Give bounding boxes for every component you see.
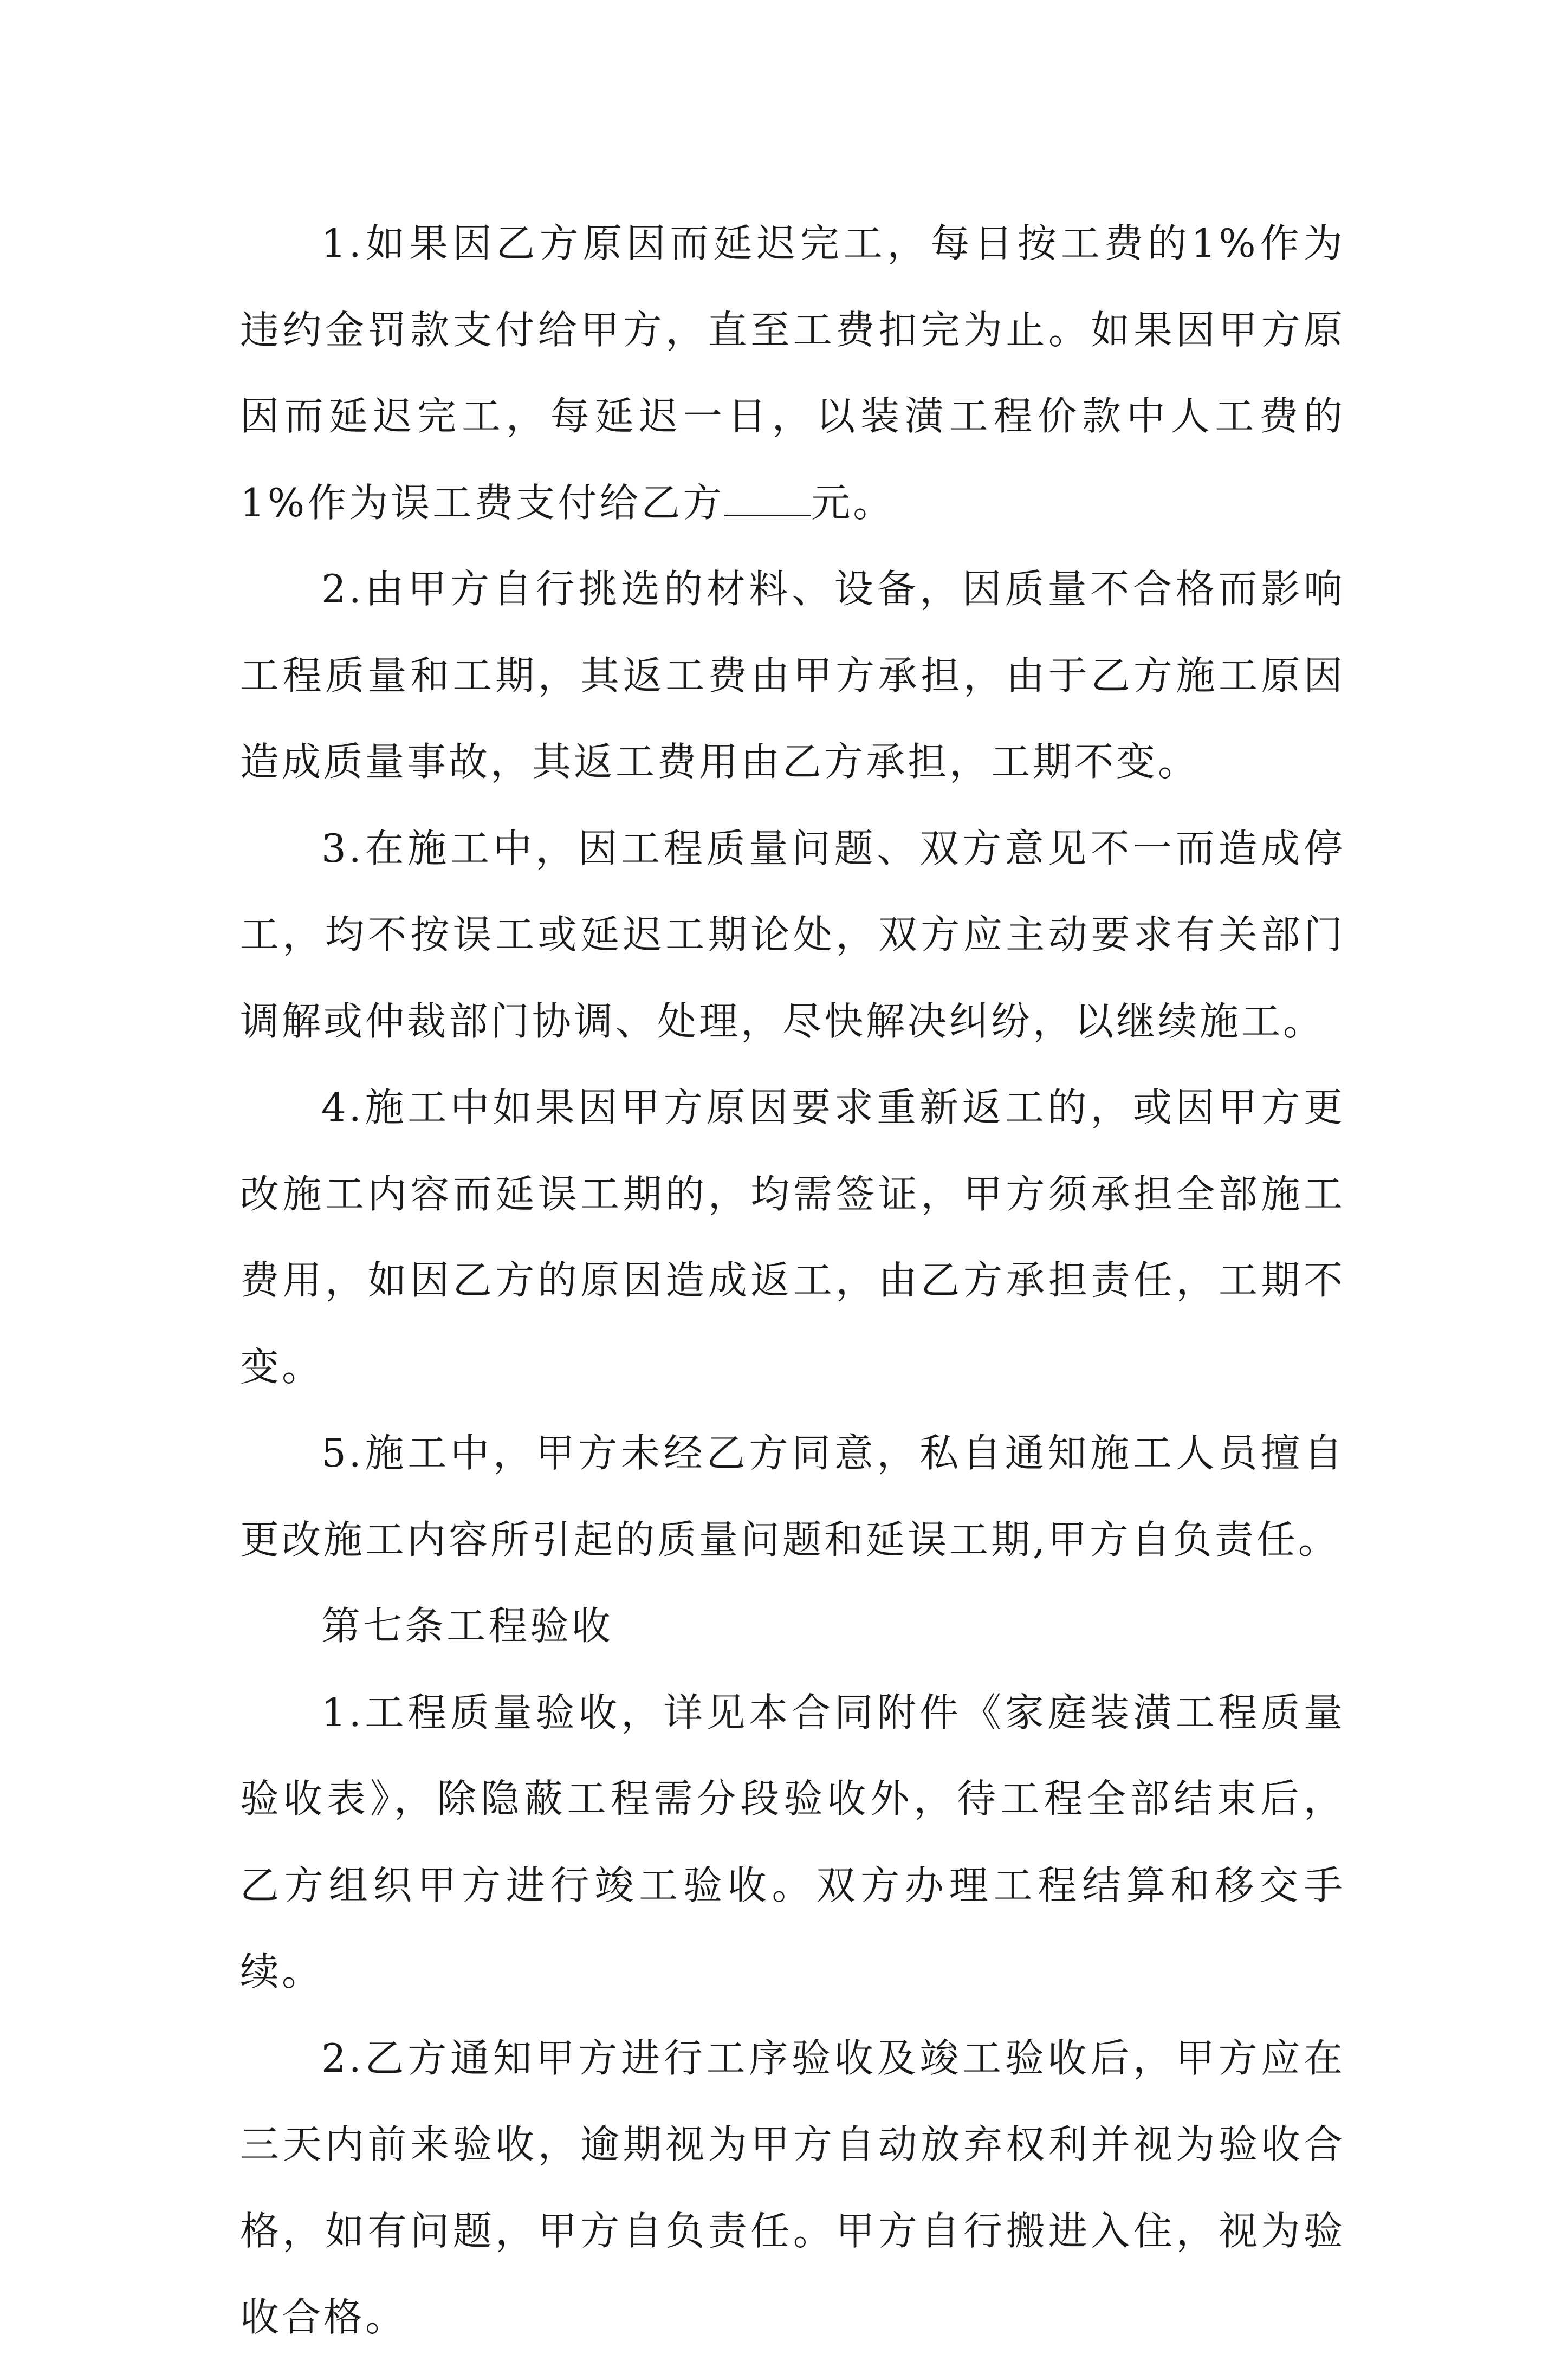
clause-paragraph: 4.施工中如果因甲方原因要求重新返工的，或因甲方更改施工内容而延误工期的，均需签证，甲方须承担全部施工费用，如因乙方的原因造成返工，由乙方承担责任，工期不变。 — [240, 1085, 1345, 1390]
section-heading: 第七条工程验收 — [321, 1603, 614, 1649]
clause-paragraph: 3.在施工中，因工程质量问题、双方意见不一而造成停工，均不按误工或延迟工期论处，双方应主动要求有关部门调解或仲裁部门协调、处理，尽快解决纠纷，以继续施工。 — [240, 825, 1345, 1044]
document-body — [240, 200, 1345, 2361]
clause-text-suffix: 元。 — [811, 479, 895, 526]
clause-paragraph: 1.工程质量验收，详见本合同附件《家庭装潢工程质量验收表》，除隐蔽工程需分段验收外，待工程全部结束后，乙方组织甲方进行竣工验收。双方办理工程结算和移交手续。 — [240, 1689, 1345, 1994]
clause-paragraph: 5.施工中，甲方未经乙方同意，私自通知施工人员擅自更改施工内容所引起的质量问题和延误工期,甲方自负责任。 — [240, 1430, 1345, 1562]
clause-paragraph: 2.由甲方自行挑选的材料、设备，因质量不合格而影响工程质量和工期，其返工费由甲方承担，由于乙方施工原因造成质量事故，其返工费用由乙方承担，工期不变。 — [240, 566, 1345, 784]
fill-in-blank — [724, 482, 811, 516]
clause-paragraph — [240, 200, 1345, 546]
clause-paragraph: 2.乙方通知甲方进行工序验收及竣工验收后，甲方应在三天内前来验收，逾期视为甲方自动放弃权利并视为验收合格，如有问题，甲方自负责任。甲方自行搬进入住，视为验收合格。 — [240, 2035, 1345, 2340]
clause-text: 1.如果因乙方原因而延迟完工，每日按工费的1%作为违约金罚款支付给甲方，直至工费扣完为止。如果因甲方原因而延迟完工，每延迟一日，以装潢工程价款中人工费的1%作为误工费支付给乙方 — [240, 220, 1345, 526]
